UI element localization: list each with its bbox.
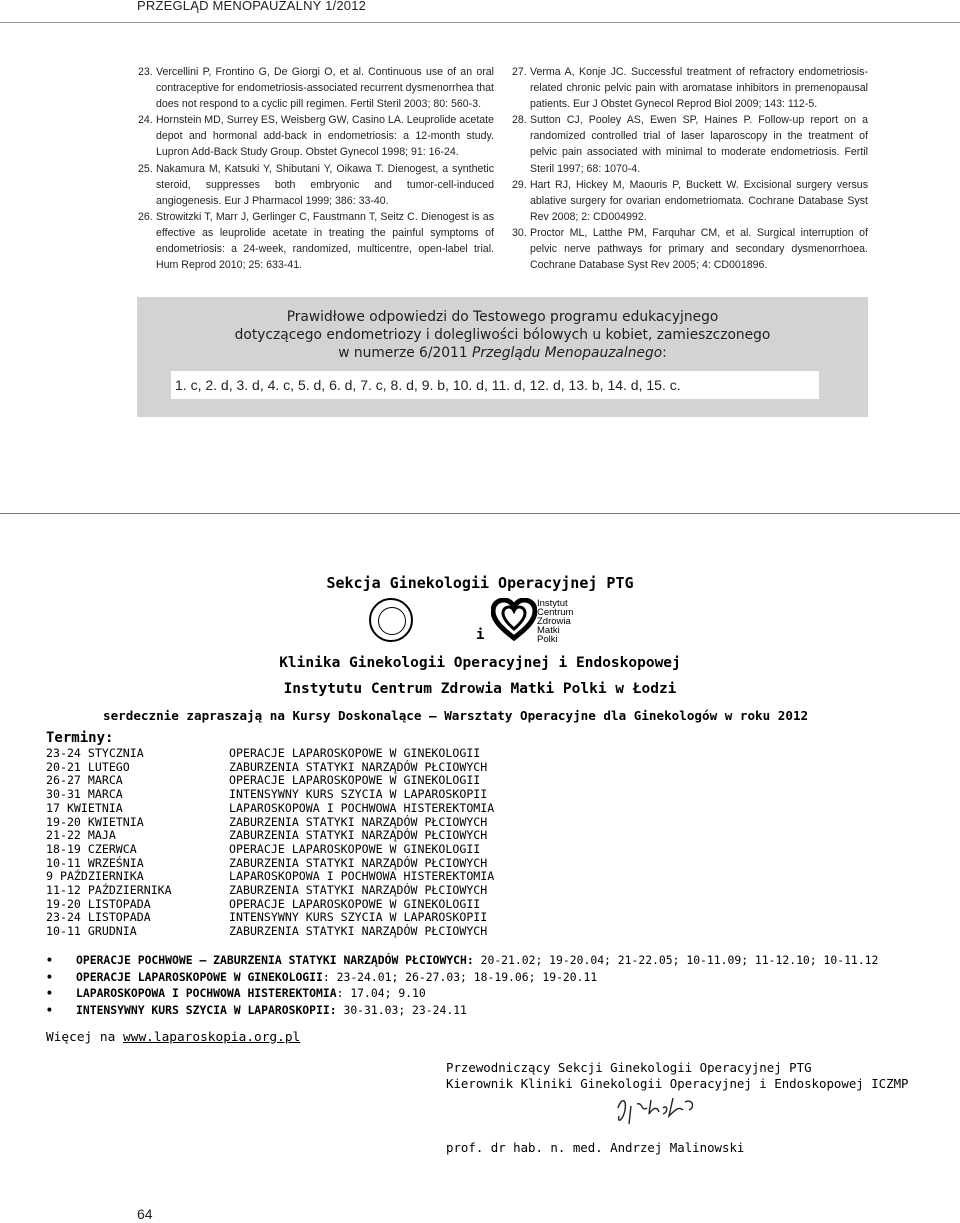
summary-item — [46, 1002, 878, 1019]
term-topic: ZABURZENIA STATYKI NARZĄDÓW PŁCIOWYCH — [229, 924, 488, 939]
logo-text-line: Zdrowia — [537, 616, 571, 627]
signatory-title: Przewodniczący Sekcji Ginekologii Operacyjnej PTG — [446, 1060, 812, 1075]
reference-text: Sutton CJ, Pooley AS, Ewen SP, Haines P. Follow-up report on a randomized controlled trial of laser laparoscopy in the treatment of pelvic pain associated with minimal to moderate endometriosis. Fertil Steril 1997; 68: 1070-4. — [530, 114, 868, 175]
iczmp-heart-logo — [491, 598, 537, 642]
institute-name: Instytutu Centrum Zdrowia Matki Polki w Łodzi — [283, 681, 677, 697]
website-link[interactable]: www.laparoskopia.org.pl — [123, 1030, 301, 1045]
running-header — [0, 0, 960, 23]
term-date: 20-21 LUTEGO — [46, 759, 130, 774]
term-topic: OPERACJE LAPAROSKOPOWE W GINEKOLOGII — [229, 773, 481, 788]
invitation-line: serdecznie zapraszają na Kursy Doskonalące – Warsztaty Operacyjne dla Ginekologów w roku 2012 — [103, 708, 809, 723]
reference-item — [138, 209, 494, 273]
logo-text-line: Instytut — [537, 598, 568, 609]
term-row — [46, 829, 669, 843]
term-topic: LAPAROSKOPOWA I POCHWOWA HISTEREKTOMIA — [229, 800, 495, 815]
summary-label: OPERACJE POCHWOWE – ZABURZENIA STATYKI NARZĄDÓW PŁCIOWYCH: — [76, 953, 474, 967]
summary-label: LAPAROSKOPOWA I POCHWOWA HISTEREKTOMIA — [76, 986, 337, 1001]
term-row — [46, 788, 669, 802]
journal-name: Przeglądu Menopauzalnego — [472, 345, 663, 361]
reference-number: 29. — [512, 178, 527, 191]
summary-dates: : 17.04; 9.10 — [336, 986, 426, 1001]
reference-item — [512, 112, 868, 176]
reference-item — [512, 225, 868, 273]
term-row — [46, 870, 669, 884]
term-row — [46, 761, 669, 775]
answers-heading-line: dotyczącego endometriozy i dolegliwości bólowych u kobiet, zamieszczonego — [234, 327, 771, 343]
reference-number: 26. — [138, 210, 153, 223]
more-info — [46, 1030, 300, 1045]
summary-label: OPERACJE LAPAROSKOPOWE W GINEKOLOGII — [76, 969, 323, 984]
term-topic: INTENSYWNY KURS SZYCIA W LAPAROSKOPII — [229, 787, 488, 802]
term-date: 19-20 LISTOPADA — [46, 896, 151, 911]
term-date: 9 PAŹDZIERNIKA — [46, 869, 144, 884]
term-topic: INTENSYWNY KURS SZYCIA W LAPAROSKOPII — [229, 910, 488, 925]
terms-table — [46, 747, 669, 939]
section-divider — [0, 513, 960, 514]
term-topic: OPERACJE LAPAROSKOPOWE W GINEKOLOGII — [229, 746, 481, 760]
clinic-name: Klinika Ginekologii Operacyjnej i Endoskopowej — [279, 655, 681, 671]
reference-text: Hornstein MD, Surrey ES, Weisberg GW, Casino LA. Leuprolide acetate depot and hormonal add-back in endometriosis: a 12-month study. Lupron Add-Back Study Group. Obstet Gynecol 1998; 91: 16-24. — [156, 114, 494, 159]
term-topic: ZABURZENIA STATYKI NARZĄDÓW PŁCIOWYCH — [229, 883, 488, 898]
summary-dates: 30-31.03; 23-24.11 — [336, 1003, 467, 1018]
reference-number: 27. — [512, 66, 527, 78]
course-summary-list — [46, 952, 878, 1019]
summary-dates: : 23-24.01; 26-27.03; 18-19.06; 19-20.11 — [322, 969, 598, 984]
reference-number: 24. — [138, 114, 153, 127]
reference-item — [512, 177, 868, 225]
term-topic: LAPAROSKOPOWA I POCHWOWA HISTEREKTOMIA — [229, 869, 495, 884]
references-right-column — [512, 64, 868, 273]
ptg-seal-logo — [369, 598, 413, 642]
reference-text: Vercellini P, Frontino G, De Giorgi O, et al. Continuous use of an oral contraceptive for endometriosis-associated recurrent dysmenorrhea that does not respond to a cyclic pill regimen. Fertil Steril 2003; 80: 560-3. — [156, 66, 494, 111]
term-row — [46, 774, 669, 788]
summary-item — [46, 969, 878, 986]
term-row — [46, 843, 669, 857]
term-date: 10-11 WRZEŚNIA — [46, 855, 144, 870]
reference-text: Strowitzki T, Marr J, Gerlinger C, Faustmann T, Seitz C. Dienogest is as effective as leuprolide acetate in treating the painful symptoms of endometriosis: a 24-week, randomized, multicentre, open-label trial. Hum Reprod 2010; 25: 633-41. — [156, 210, 494, 272]
term-row — [46, 898, 669, 912]
reference-text: Nakamura M, Katsuki Y, Shibutani Y, Oikawa T. Dienogest, a synthetic steroid, suppresses both embryonic and tumor-cell-induced angiogenesis. Eur J Pharmacol 1999; 386: 33-40. — [156, 162, 494, 207]
term-topic: OPERACJE LAPAROSKOPOWE W GINEKOLOGII — [229, 841, 481, 856]
term-date: 18-19 CZERWCA — [46, 841, 137, 856]
reference-item — [512, 64, 868, 112]
reference-number: 23. — [138, 66, 153, 78]
reference-number: 28. — [512, 114, 527, 127]
more-info-text: Więcej na — [46, 1030, 124, 1045]
handwritten-signature — [613, 1094, 703, 1130]
term-row — [46, 925, 669, 939]
reference-item — [138, 64, 494, 112]
answers-heading — [137, 308, 868, 362]
iczmp-logo-text — [537, 599, 573, 644]
term-topic: ZABURZENIA STATYKI NARZĄDÓW PŁCIOWYCH — [229, 759, 488, 774]
summary-dates: 20-21.02; 19-20.04; 21-22.05; 10-11.09; 11-12.10; 10-11.12 — [473, 953, 879, 967]
logo-text-line: Matki — [537, 625, 560, 636]
summary-item — [46, 985, 878, 1002]
term-date: 17 KWIETNIA — [46, 800, 123, 815]
reference-text: Verma A, Konje JC. Successful treatment of refractory endometriosis-related chronic pelvic pain with aromatase inhibitors in premenopausal patients. Eur J Obstet Gynecol Reprod Biol 2009; 143: 112-5. — [530, 66, 868, 111]
answers-heading-line — [137, 344, 868, 362]
answers-heading-text: w numerze 6/2011 — [338, 345, 472, 361]
reference-number: 30. — [512, 226, 527, 239]
term-date: 30-31 MARCA — [46, 787, 123, 802]
reference-number: 25. — [138, 162, 153, 175]
term-row — [46, 884, 669, 898]
logo-text-line: Polki — [537, 634, 558, 645]
term-row — [46, 747, 669, 761]
reference-text: Proctor ML, Latthe PM, Farquhar CM, et al. Surgical interruption of pelvic nerve pathways for primary and secondary dysmenorrhoea. Cochrane Database Syst Rev 2005; 4: CD001896. — [530, 226, 868, 272]
reference-item — [138, 112, 494, 160]
answers-box — [137, 297, 868, 417]
answers-heading-text: : — [662, 345, 667, 361]
journal-title: PRZEGLĄD MENOPAUZALNY 1/2012 — [137, 0, 367, 13]
term-date: 23-24 LISTOPADA — [46, 910, 151, 925]
terms-heading: Terminy: — [46, 730, 114, 746]
term-date: 23-24 STYCZNIA — [46, 746, 144, 760]
summary-item — [46, 952, 878, 969]
term-topic: ZABURZENIA STATYKI NARZĄDÓW PŁCIOWYCH — [229, 828, 488, 843]
answers-heading-line: Prawidłowe odpowiedzi do Testowego programu edukacyjnego — [286, 309, 719, 325]
signatory-title: Kierownik Kliniki Ginekologii Operacyjnej i Endoskopowej ICZMP — [446, 1076, 909, 1091]
term-date: 11-12 PAŹDZIERNIKA — [46, 883, 172, 898]
term-topic: OPERACJE LAPAROSKOPOWE W GINEKOLOGII — [229, 896, 481, 911]
reference-text: Hart RJ, Hickey M, Maouris P, Buckett W. Excisional surgery versus ablative surgery for ovarian endometriomata. Cochrane Database Syst Rev 2008; 2: CD004992. — [530, 178, 868, 223]
reference-item — [138, 161, 494, 209]
term-topic: ZABURZENIA STATYKI NARZĄDÓW PŁCIOWYCH — [229, 855, 488, 870]
logo-text-line: Centrum — [537, 607, 574, 618]
signatory-titles — [446, 1060, 909, 1092]
term-topic: ZABURZENIA STATYKI NARZĄDÓW PŁCIOWYCH — [229, 814, 488, 829]
term-row — [46, 802, 669, 816]
term-date: 26-27 MARCA — [46, 773, 123, 788]
logo-connector: i — [476, 627, 485, 643]
page-number: 64 — [137, 1206, 153, 1222]
term-date: 21-22 MAJA — [46, 828, 116, 843]
signatory-name: prof. dr hab. n. med. Andrzej Malinowski — [446, 1140, 745, 1155]
term-date: 10-11 GRUDNIA — [46, 924, 137, 939]
announcement-title: Sekcja Ginekologii Operacyjnej PTG — [326, 574, 634, 592]
answer-key: 1. c, 2. d, 3. d, 4. c, 5. d, 6. d, 7. c, 8. d, 9. b, 10. d, 11. d, 12. d, 13. b, 14. d, 15. c. — [171, 371, 819, 399]
term-date: 19-20 KWIETNIA — [46, 814, 144, 829]
summary-label: INTENSYWNY KURS SZYCIA W LAPAROSKOPII: — [76, 1003, 337, 1018]
references-left-column — [138, 64, 494, 273]
